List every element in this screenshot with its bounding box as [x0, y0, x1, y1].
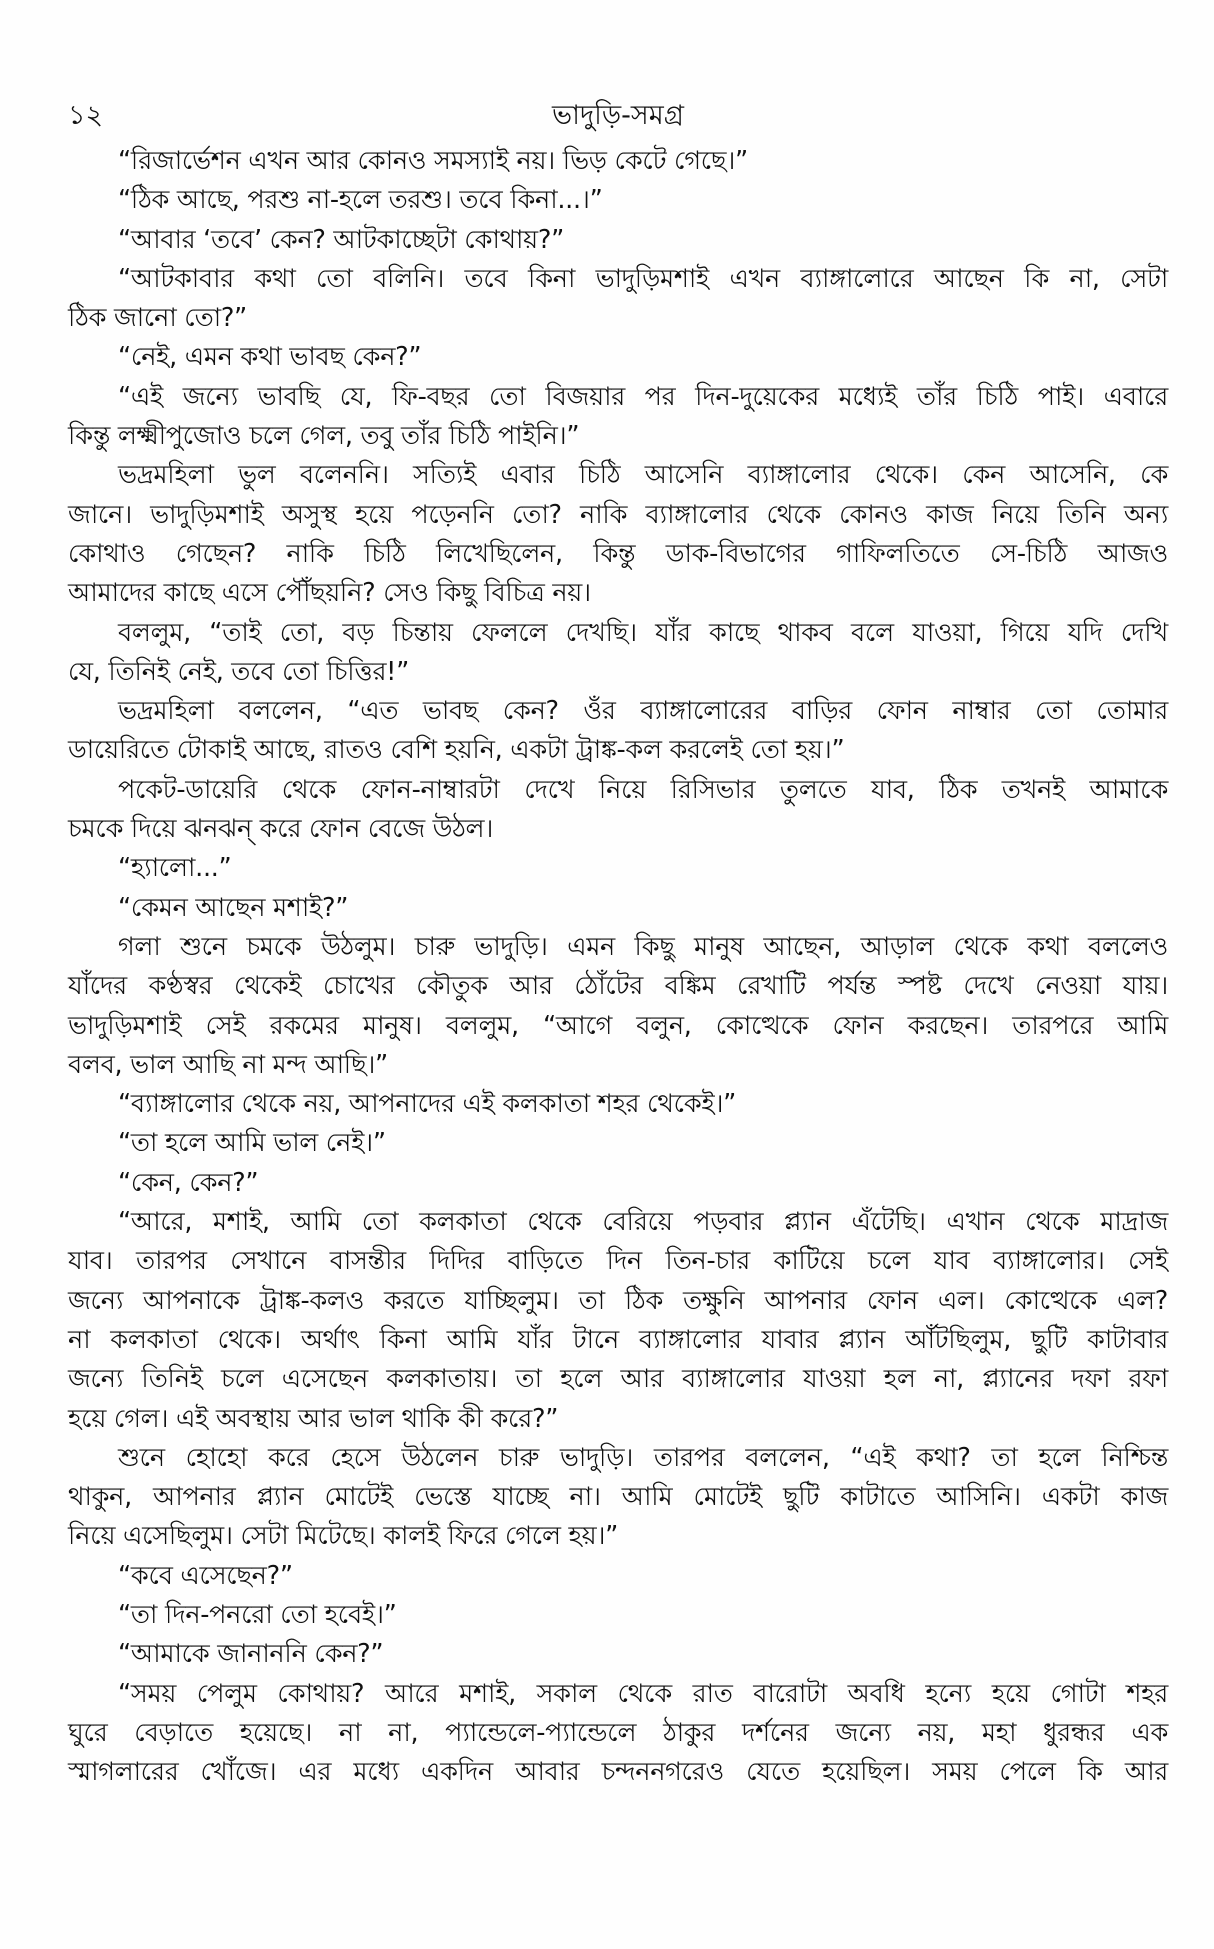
text-line: বলব, ভাল আছি না মন্দ আছি।” — [68, 1049, 388, 1080]
text-line: “তা দিন-পনরো তো হবেই।” — [118, 1599, 397, 1630]
text-line: “এই জন্যে ভাবছি যে, ফি-বছর তো বিজয়ার পর দিন-দুয়েকের মধ্যেই তাঁর চিঠি পাই। এবারে — [118, 381, 1168, 412]
text-line: “আমাকে জানাননি কেন?” — [118, 1639, 384, 1670]
text-line: “তা হলে আমি ভাল নেই।” — [118, 1128, 386, 1159]
text-line: আমাদের কাছে এসে পৌঁছয়নি? সেও কিছু বিচিত্র নয়। — [68, 578, 591, 609]
text-line: যে, তিনিই নেই, তবে তো চিত্তির!” — [68, 656, 410, 687]
text-line: স্মাগলারের খোঁজে। এর মধ্যে একদিন আবার চন্দননগরেও যেতে হয়েছিল। সময় পেলে কি আর — [68, 1757, 1168, 1788]
body-text — [68, 142, 1168, 1792]
text-line: “কেমন আছেন মশাই?” — [118, 892, 349, 923]
text-line: শুনে হোহো করে হেসে উঠলেন চারু ভাদুড়ি। তারপর বললেন, “এই কথা? তা হলে নিশ্চিন্ত — [118, 1442, 1168, 1473]
text-line: থাকুন, আপনার প্ল্যান মোটেই ভেস্তে যাচ্ছে না। আমি মোটেই ছুটি কাটাতে আসিনি। একটা কাজ — [68, 1482, 1168, 1513]
book-title: ভাদুড়ি-সমগ্র — [552, 100, 684, 131]
text-line: “রিজার্ভেশন এখন আর কোনও সমস্যাই নয়। ভিড় কেটে গেছে।” — [118, 146, 748, 176]
text-line: “কবে এসেছেন?” — [118, 1560, 293, 1591]
text-line: গলা শুনে চমকে উঠলুম। চারু ভাদুড়ি। এমন কিছু মানুষ আছেন, আড়াল থেকে কথা বললেও — [118, 931, 1168, 962]
text-line: “ঠিক আছে, পরশু না-হলে তরশু। তবে কিনা...।” — [118, 185, 603, 216]
text-line: “আরে, মশাই, আমি তো কলকাতা থেকে বেরিয়ে পড়বার প্ল্যান এঁটেছি। এখান থেকে মাদ্রাজ — [118, 1207, 1168, 1238]
text-line: জন্যে তিনিই চলে এসেছেন কলকাতায়। তা হলে আর ব্যাঙ্গালোর যাওয়া হল না, প্ল্যানের দফা রফা — [68, 1364, 1168, 1395]
text-line: চমকে দিয়ে ঝনঝন্ করে ফোন বেজে উঠল। — [68, 814, 494, 845]
text-line: ভদ্রমহিলা ভুল বলেননি। সত্যিই এবার চিঠি আসেনি ব্যাঙ্গালোর থেকে। কেন আসেনি, কে — [118, 460, 1168, 491]
text-line: ডায়েরিতে টোকাই আছে, রাতও বেশি হয়নি, একটা ট্রাঙ্ক-কল করলেই তো হয়।” — [68, 735, 845, 766]
text-line: জানে। ভাদুড়িমশাই অসুস্থ হয়ে পড়েননি তো? নাকি ব্যাঙ্গালোর থেকে কোনও কাজ নিয়ে তিনি অন্য — [68, 499, 1168, 530]
text-line: না কলকাতা থেকে। অর্থাৎ কিনা আমি যাঁর টানে ব্যাঙ্গালোর যাবার প্ল্যান আঁটছিলুম, ছুটি কাটাবার — [68, 1324, 1168, 1355]
text-line: হয়ে গেল। এই অবস্থায় আর ভাল থাকি কী করে?” — [68, 1403, 559, 1434]
text-line: “আবার ‘তবে’ কেন? আটকাচ্ছেটা কোথায়?” — [118, 224, 565, 255]
text-line: ভাদুড়িমশাই সেই রকমের মানুষ। বললুম, “আগে বলুন, কোত্থেকে ফোন করছেন। তারপরে আমি — [68, 1010, 1168, 1041]
text-line: “নেই, এমন কথা ভাবছ কেন?” — [118, 342, 422, 373]
text-line: যাঁদের কণ্ঠস্বর থেকেই চোখের কৌতুক আর ঠোঁটের বঙ্কিম রেখাটি পর্যন্ত স্পষ্ট দেখে নেওয়া যায়। — [68, 971, 1168, 1002]
text-line: কিন্তু লক্ষ্মীপুজোও চলে গেল, তবু তাঁর চিঠি পাইনি।” — [68, 421, 580, 452]
text-line: “ব্যাঙ্গালোর থেকে নয়, আপনাদের এই কলকাতা শহর থেকেই।” — [118, 1089, 737, 1120]
text-line: ঠিক জানো তো?” — [68, 303, 247, 334]
text-line: পকেট-ডায়েরি থেকে ফোন-নাম্বারটা দেখে নিয়ে রিসিভার তুলতে যাব, ঠিক তখনই আমাকে — [118, 774, 1168, 805]
text-line: কোথাও গেছেন? নাকি চিঠি লিখেছিলেন, কিন্তু ডাক-বিভাগের গাফিলতিতে সে-চিঠি আজও — [68, 538, 1168, 569]
text-line: “সময় পেলুম কোথায়? আরে মশাই, সকাল থেকে রাত বারোটা অবধি হন্যে হয়ে গোটা শহর — [118, 1678, 1168, 1709]
text-line: জন্যে আপনাকে ট্রাঙ্ক-কলও করতে যাচ্ছিলুম। তা ঠিক তক্ষুনি আপনার ফোন এল। কোত্থেকে এল? — [68, 1285, 1168, 1316]
text-line: নিয়ে এসেছিলুম। সেটা মিটেছে। কালই ফিরে গেলে হয়।” — [68, 1521, 619, 1552]
page-number: ১২ — [68, 100, 104, 131]
text-line: “হ্যালো...” — [118, 853, 232, 884]
running-head — [68, 96, 1168, 136]
text-line: ঘুরে বেড়াতে হয়েছে। না না, প্যান্ডেলে-প্যান্ডেলে ঠাকুর দর্শনের জন্যে নয়, মহা ধুরন্ধর এক — [68, 1717, 1168, 1748]
text-line: “কেন, কেন?” — [118, 1167, 259, 1198]
text-line: বললুম, “তাই তো, বড় চিন্তায় ফেললে দেখছি। যাঁর কাছে থাকব বলে যাওয়া, গিয়ে যদি দেখি — [118, 617, 1168, 648]
text-line: “আটকাবার কথা তো বলিনি। তবে কিনা ভাদুড়িমশাই এখন ব্যাঙ্গালোরে আছেন কি না, সেটা — [118, 263, 1168, 294]
text-line: যাব। তারপর সেখানে বাসন্তীর দিদির বাড়িতে দিন তিন-চার কাটিয়ে চলে যাব ব্যাঙ্গালোর। সেই — [68, 1246, 1168, 1277]
text-line: ভদ্রমহিলা বললেন, “এত ভাবছ কেন? ওঁর ব্যাঙ্গালোরের বাড়ির ফোন নাম্বার তো তোমার — [118, 696, 1168, 727]
